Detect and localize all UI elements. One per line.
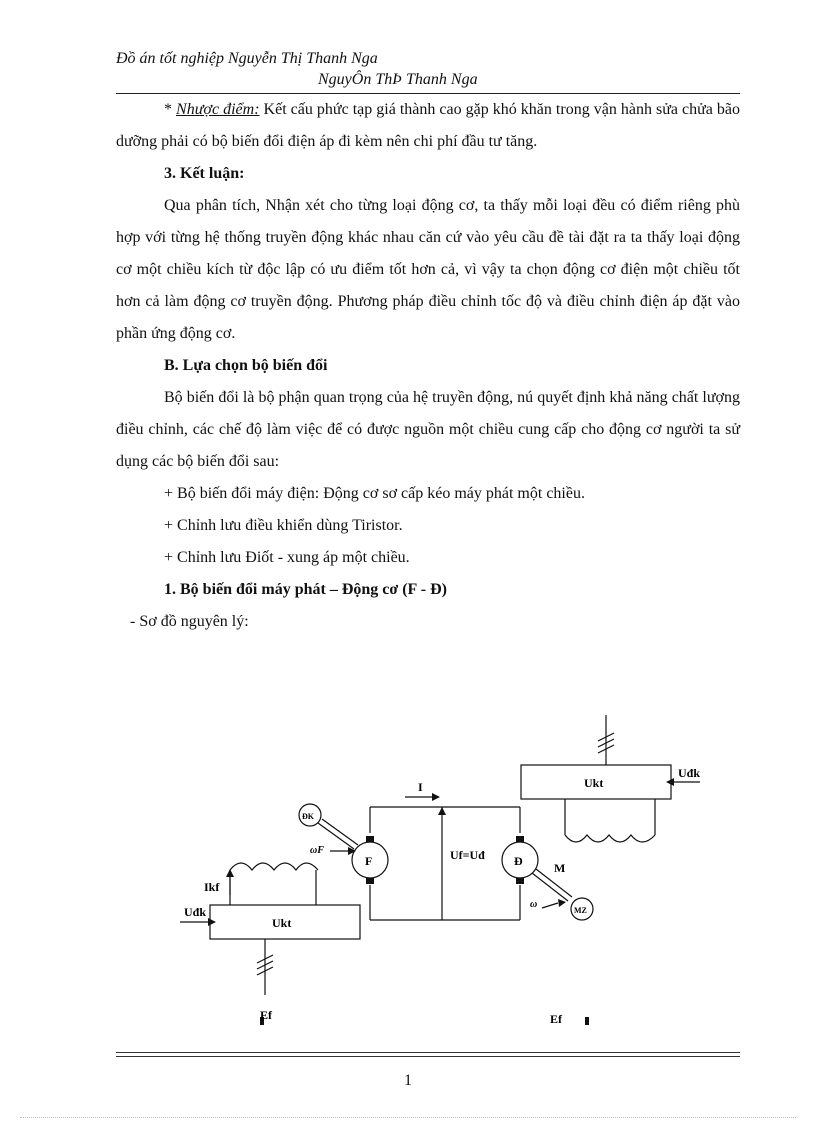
footer-rule-thin	[116, 1052, 740, 1053]
disadvantage-prefix: *	[164, 101, 177, 118]
list-item: + Bộ biến đổi máy điện: Động cơ sơ cấp kéo máy phát một chiều.	[164, 485, 585, 502]
conclusion-paragraph: Qua phân tích, Nhận xét cho từng loại động cơ, ta thấy mỗi loại đều có điểm riêng phù hợp với từng hệ thống truyền động khác nhau căn cứ vào yêu cầu đề tài đặt ra ta thấy loại động cơ một chiều kích từ độc lập có ưu điểm tốt hơn cả, vì vậy ta chọn động cơ điện một chiều tốt hơn cả làm động cơ truyền động. Phương pháp điều chỉnh tốc độ và điều chỉnh điện áp đặt vào phần ứng động cơ.	[116, 197, 740, 342]
omega-arrow-head	[558, 899, 566, 907]
ikf-arrow-head	[226, 869, 234, 877]
generator-label: F	[365, 854, 373, 868]
conclusion-heading: 3. Kết luận:	[164, 165, 245, 182]
left-control-label: Uđk	[184, 905, 207, 919]
right-exciter-label: Ukt	[584, 776, 604, 790]
page-bottom-dotted-edge	[20, 1117, 796, 1118]
list-item: + Chỉnh lưu điều khiển dùng Tiristor.	[164, 517, 403, 534]
schematic-label: - Sơ đồ nguyên lý:	[130, 613, 249, 630]
left-field-coil	[230, 863, 318, 870]
right-field-coil	[565, 835, 655, 842]
right-ef-label: Ef	[550, 1012, 562, 1026]
disadvantage-label: Nhược điểm:	[176, 101, 260, 118]
disadvantage-text: Kết cấu phức tạp giá thành cao gặp khó khăn trong vận hành sửa chửa bão dưỡng phải có bộ biến đổi điện áp đi kèm nên chi phí đầu tư tăng.	[116, 101, 741, 150]
section-b-heading: B. Lựa chọn bộ biến đổi	[164, 357, 328, 374]
list-item: + Chỉnh lưu Điốt - xung áp một chiều.	[164, 549, 410, 566]
disadvantage-paragraph	[116, 94, 740, 158]
right-control-arrow-head	[666, 778, 674, 786]
current-arrow-head	[432, 793, 440, 801]
omega-f-label: ωF	[310, 845, 324, 856]
generator-brush	[366, 836, 374, 842]
header-author-garbled: NguyÔn ThÞ Thanh Nga	[318, 71, 478, 88]
document-body	[116, 94, 740, 638]
left-exciter-label: Ukt	[272, 916, 292, 930]
footer-rule-thick	[116, 1056, 740, 1057]
drive-shaft	[322, 819, 358, 845]
left-ef-label: Ef	[260, 1008, 272, 1022]
ground-mark	[585, 1017, 589, 1025]
ikf-label: Ikf	[204, 880, 220, 894]
motor-M-label: M	[554, 861, 566, 875]
current-label: I	[418, 780, 423, 794]
drive-motor-label: ĐK	[302, 812, 314, 821]
right-control-label: Uđk	[678, 766, 701, 780]
motor-brush	[516, 878, 524, 884]
header-title: Đồ án tốt nghiệp Nguyễn Thị Thanh Nga	[116, 50, 378, 67]
load-label: MZ	[574, 906, 587, 915]
measure-arrow-head	[438, 807, 446, 815]
load-shaft	[532, 873, 568, 901]
subsection-heading: 1. Bộ biến đổi máy phát – Động cơ (F - Đ)	[164, 581, 447, 598]
voltage-label: Uf=Uđ	[450, 848, 485, 862]
left-control-arrow-head	[208, 918, 216, 926]
page-number: 1	[404, 1072, 412, 1089]
generator-brush	[366, 878, 374, 884]
motor-brush	[516, 836, 524, 842]
section-b-paragraph: Bộ biến đổi là bộ phận quan trọng của hệ truyền động, nú quyết định khả năng chất lượng điều chỉnh, các chế độ làm việc để có được nguồn một chiều cung cấp cho động cơ người ta sử dụng các bộ biến đổi sau:	[116, 389, 740, 470]
omega-arrow-line	[542, 903, 558, 908]
omega-label: ω	[530, 899, 538, 910]
circuit-diagram	[170, 705, 701, 1035]
motor-label: Đ	[514, 854, 523, 868]
